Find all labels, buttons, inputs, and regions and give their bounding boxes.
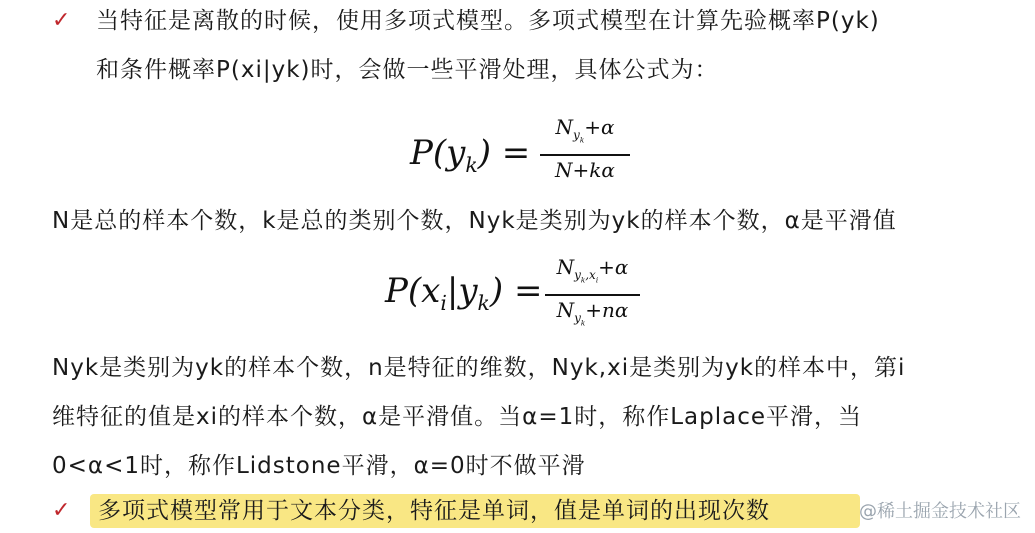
formula-prior-denominator: N+kα [555,157,615,182]
formula-conditional [385,255,665,335]
formula-prior-numerator: $N_{y_k}+\alpha$ [555,115,615,145]
check-icon: ✓ [52,8,71,33]
formula-conditional-lhs: $P(x_i|y_k)$ = [385,271,543,315]
bullet-highlighted: 多项式模型常用于文本分类，特征是单词，值是单词的出现次数 [98,498,770,524]
paragraph-2-line-1: Nyk是类别为yk的样本个数，n是特征的维数，Nyk,xi是类别为yk的样本中，第i [52,355,906,381]
watermark: @稀土掘金技术社区 [859,501,1021,522]
formula-conditional-denominator: $N_{y_k}+n\alpha$ [556,297,629,328]
bullet-line-1: 当特征是离散的时候，使用多项式模型。多项式模型在计算先验概率P(yk) [96,8,880,34]
paragraph-2-line-2: 维特征的值是xi的样本个数，α是平滑值。当α=1时，称作Laplace平滑，当 [52,404,863,430]
formula-prior-lhs: $P(y_k)$ = [410,133,531,177]
formula-prior [410,115,640,195]
paragraph-2-line-3: 0<α<1时，称作Lidstone平滑，α=0时不做平滑 [52,453,586,479]
formula-conditional-numerator: $N_{y_k,x_i}+\alpha$ [556,255,629,285]
formula-prior-fraction [540,115,630,182]
check-icon: ✓ [52,498,71,523]
paragraph-1: N是总的样本个数，k是总的类别个数，Nyk是类别为yk的样本个数，α是平滑值 [52,208,897,234]
formula-conditional-fraction [545,255,640,335]
bullet-line-2: 和条件概率P(xi|yk)时，会做一些平滑处理，具体公式为： [96,57,719,83]
fraction-bar [545,294,640,296]
fraction-bar [540,154,630,156]
